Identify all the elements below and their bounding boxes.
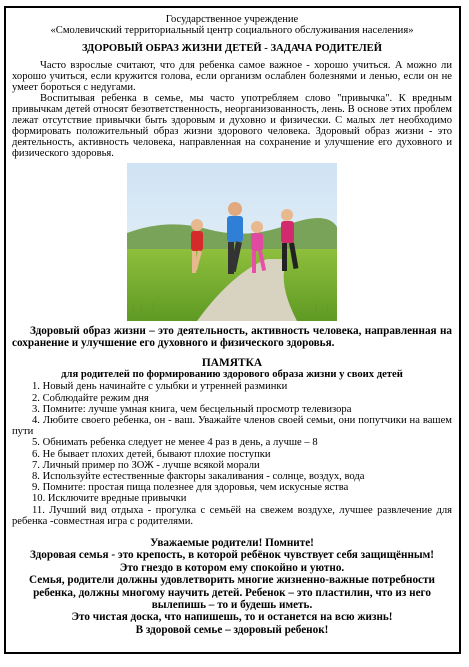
closing-block bbox=[12, 537, 452, 636]
document-body bbox=[12, 14, 452, 636]
memo-list bbox=[12, 381, 452, 527]
list-item: 7. Личный пример по ЗОЖ - лучше всякой морали bbox=[32, 459, 260, 471]
list-item: 9. Помните: простая пища полезнее для здоровья, чем искусные яства bbox=[32, 482, 349, 494]
closing-line: В здоровой семье – здоровый ребенок! bbox=[135, 623, 329, 636]
closing-line: Здоровая семья - это крепость, в которой ребёнок чувствует себя защищённым! bbox=[29, 549, 434, 562]
list-item: 3. Помните: лучше умная книга, чем бесцельный просмотр телевизора bbox=[32, 403, 352, 415]
list-item: 10. Исключите вредные привычки bbox=[32, 493, 187, 505]
intro-paragraph-2: Воспитывая ребенка в семье, мы часто употребляем слово "привычка". К вредным привычкам детей относят безответственность, неорганизованность, лень. В основе этих проблем лежат отсутствие привычки быть здоровым и духовно и физически. С малых лет необходимо формировать положительный образ жизни здорового человека. Здоровый образ жизни - это деятельность, активность человека, направленная на сохранение и улучшение его духовного и физического здоровья. bbox=[12, 93, 452, 159]
list-item: 2. Соблюдайте режим дня bbox=[32, 392, 149, 404]
intro-paragraph-1: Часто взрослые считают, что для ребенка самое важное - хорошо учиться. А можно ли хорошо учиться, если кружится голова, если организм ослаблен болезнями и ленью, если он не умеет бороться с недугами. bbox=[12, 60, 452, 93]
memo-title: ПАМЯТКА bbox=[201, 357, 263, 370]
list-item: 1. Новый день начинайте с улыбки и утренней разминки bbox=[32, 381, 288, 393]
list-item: 8. Используйте естественные факторы закаливания - солнце, воздух, вода bbox=[32, 471, 365, 483]
institution-line-1: Государственное учреждение bbox=[165, 14, 299, 25]
zozh-definition: Здоровый образ жизни – это деятельность, активность человека, направленная на сохранение и улучшение его духовного и физического здоровья. bbox=[12, 325, 452, 350]
institution-line-2: «Смолевичский территориальный центр социального обслуживания населения» bbox=[50, 25, 414, 36]
family-running-photo bbox=[127, 163, 337, 321]
list-item: 4. Любите своего ребенка, он - ваш. Уважайте членов своей семьи, они попутчики на вашем пути bbox=[12, 415, 452, 438]
page-title: ЗДОРОВЫЙ ОБРАЗ ЖИЗНИ ДЕТЕЙ - ЗАДАЧА РОДИТЕЛЕЙ bbox=[82, 43, 382, 54]
closing-line: Уважаемые родители! Помните! bbox=[150, 537, 314, 550]
memo-subtitle: для родителей по формированию здорового образа жизни у своих детей bbox=[61, 369, 403, 381]
closing-line: Семья, родители должны удовлетворить многие жизненно-важные потребности ребенка, должны многому научить детей. Ребенок – это пластилин, что из него вылепишь – то и будешь иметь. bbox=[29, 574, 435, 612]
closing-line: Это гнездо в котором ему спокойно и уютно. bbox=[119, 561, 345, 574]
list-item: 11. Лучший вид отдыха - прогулка с семьёй на свежем воздухе, лучшее развлечение для ребенка -совместная игра с родителями. bbox=[12, 504, 452, 527]
closing-line: Это чистая доска, что напишешь, то и останется на всю жизнь! bbox=[71, 611, 393, 624]
list-item: 6. Не бывает плохих детей, бывают плохие поступки bbox=[32, 448, 271, 460]
list-item: 5. Обнимать ребенка следует не менее 4 раз в день, а лучше – 8 bbox=[32, 437, 318, 449]
